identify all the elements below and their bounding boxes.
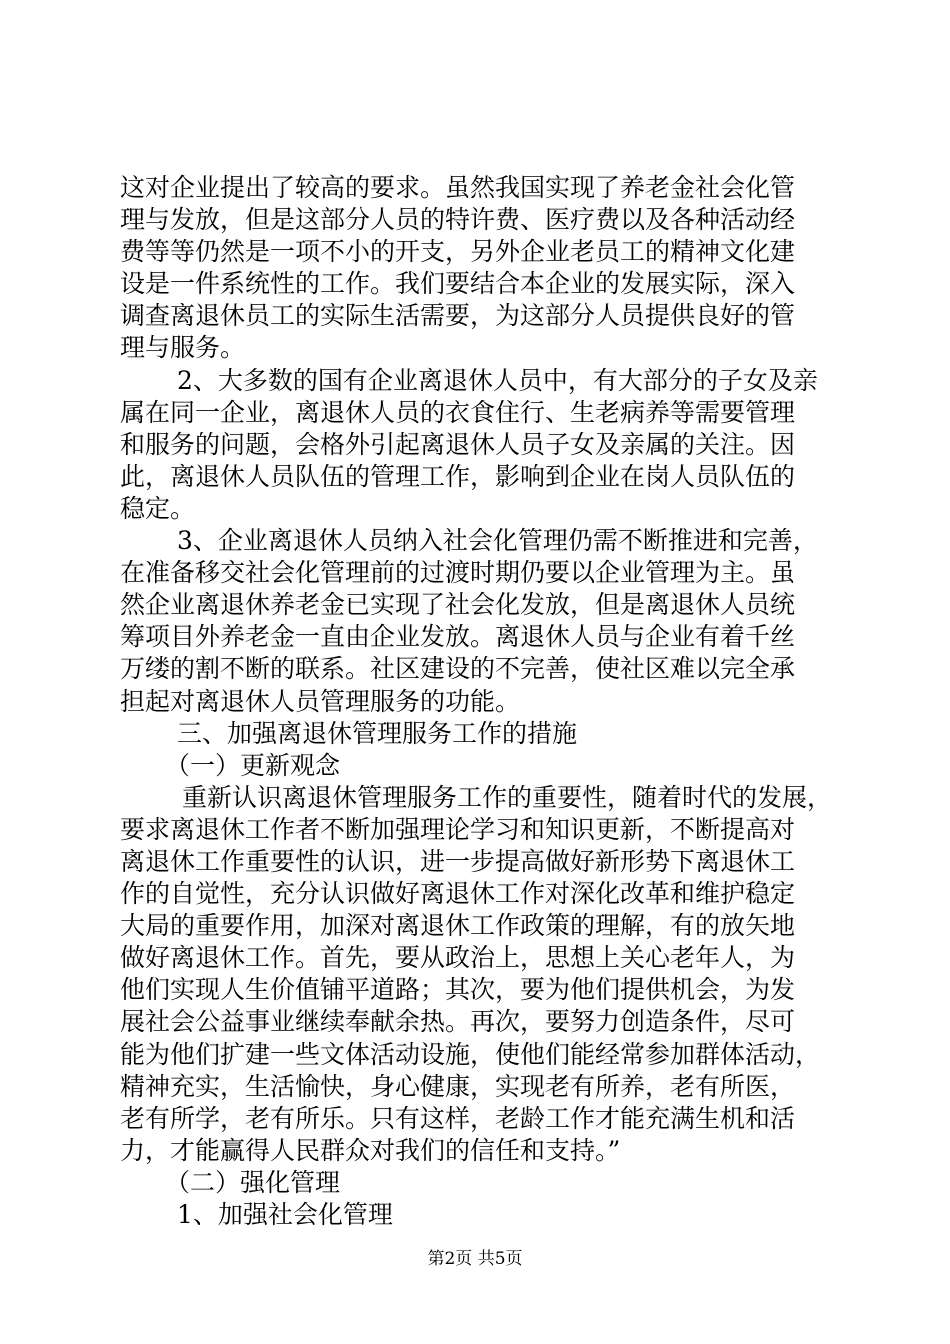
text-line: 2、大多数的国有企业离退休人员中，有大部分的子女及亲 <box>177 365 818 395</box>
text-line: 3、企业离退休人员纳入社会化管理仍需不断推进和完善， <box>177 526 818 556</box>
text-line: 在准备移交社会化管理前的过渡时期仍要以企业管理为主。虽 <box>120 558 796 588</box>
text-line: 离退休工作重要性的认识，进一步提高做好新形势下离退休工 <box>120 846 796 876</box>
text-line: 然企业离退休养老金已实现了社会化发放，但是离退休人员统 <box>120 590 796 620</box>
text-line: 作的自觉性，充分认识做好离退休工作对深化改革和维护稳定 <box>120 879 796 909</box>
text-line: 和服务的问题，会格外引起离退休人员子女及亲属的关注。因 <box>120 429 796 459</box>
text-line: 万缕的割不断的联系。社区建设的不完善，使社区难以完全承 <box>120 654 796 684</box>
body-text <box>120 172 840 1231</box>
text-line: （一）更新观念 <box>165 750 341 780</box>
text-line: 重新认识离退休管理服务工作的重要性，随着时代的发展， <box>182 782 833 812</box>
text-line: 要求离退休工作者不断加强理论学习和知识更新，不断提高对 <box>120 814 796 844</box>
text-line: 稳定。 <box>120 493 196 523</box>
text-line: 精神充实，生活愉快，身心健康，实现老有所养，老有所医， <box>120 1071 796 1101</box>
text-line: 三、加强离退休管理服务工作的措施 <box>177 718 578 748</box>
text-line: 筹项目外养老金一直由企业发放。离退休人员与企业有着千丝 <box>120 622 796 652</box>
text-line: 他们实现人生价值铺平道路；其次，要为他们提供机会，为发 <box>120 975 796 1005</box>
text-line: 力，才能赢得人民群众对我们的信任和支持。” <box>120 1135 621 1165</box>
text-line: 理与发放，但是这部分人员的特许费、医疗费以及各种活动经 <box>120 205 796 235</box>
text-line: 设是一件系统性的工作。我们要结合本企业的发展实际，深入 <box>120 269 796 299</box>
text-line: 做好离退休工作。首先，要从政治上，思想上关心老年人，为 <box>120 943 796 973</box>
page-footer: 第2页 共5页 <box>427 1249 523 1269</box>
text-line: 理与服务。 <box>120 333 246 363</box>
text-line: 调查离退休员工的实际生活需要，为这部分人员提供良好的管 <box>120 301 796 331</box>
text-line: 大局的重要作用，加深对离退休工作政策的理解，有的放矢地 <box>120 911 796 941</box>
text-line: 属在同一企业，离退休人员的衣食住行、生老病养等需要管理 <box>120 397 796 427</box>
text-line: （二）强化管理 <box>165 1167 341 1197</box>
text-line: 费等等仍然是一项不小的开支，另外企业老员工的精神文化建 <box>120 237 796 267</box>
text-line: 1、加强社会化管理 <box>177 1200 393 1229</box>
text-line: 担起对离退休人员管理服务的功能。 <box>120 686 521 716</box>
text-line: 能为他们扩建一些文体活动设施，使他们能经常参加群体活动， <box>120 1039 821 1069</box>
text-line: 老有所学，老有所乐。只有这样，老龄工作才能充满生机和活 <box>120 1103 796 1133</box>
text-line: 这对企业提出了较高的要求。虽然我国实现了养老金社会化管 <box>120 173 796 202</box>
text-line: 展社会公益事业继续奉献余热。再次，要努力创造条件，尽可 <box>120 1007 796 1037</box>
text-line: 此，离退休人员队伍的管理工作，影响到企业在岗人员队伍的 <box>120 461 796 491</box>
